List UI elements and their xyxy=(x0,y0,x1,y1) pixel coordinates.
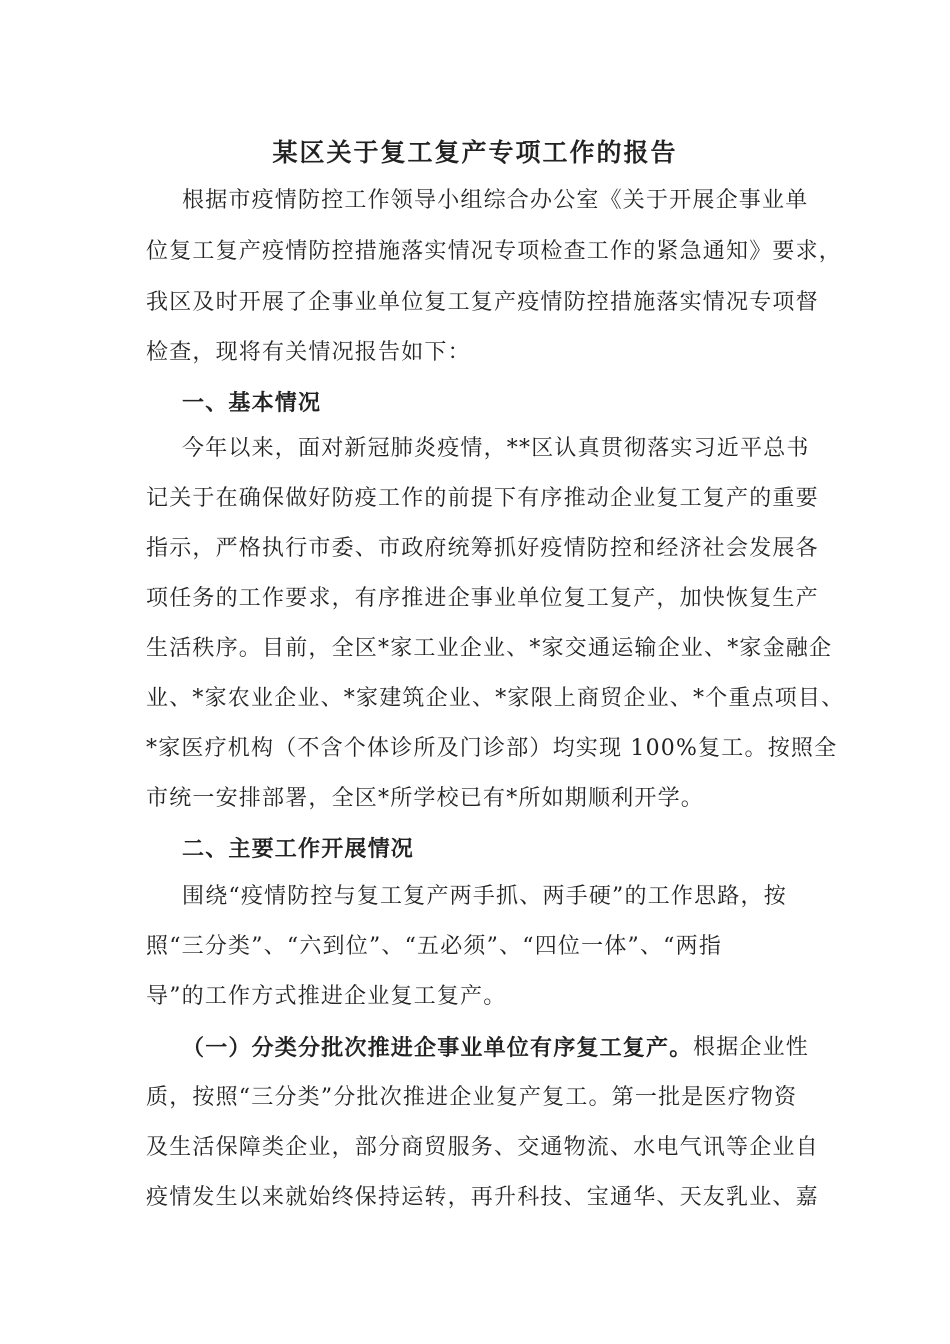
section-heading: 一、基本情况 xyxy=(182,390,322,416)
paragraph-line: 导”的工作方式推进企业复工复产。 xyxy=(146,984,507,1009)
paragraph-line: 围绕“疫情防控与复工复产两手抓、两手硬”的工作思路，按 xyxy=(182,884,787,909)
paragraph-line: 位复工复产疫情防控措施落实情况专项检查工作的紧急通知》要求， xyxy=(146,239,843,264)
document-title: 某区关于复工复产专项工作的报告 xyxy=(272,138,678,167)
paragraph-line: 质，按照“三分类”分批次推进企业复产复工。第一批是医疗物资 xyxy=(146,1085,798,1110)
paragraph-line: 今年以来，面对新冠肺炎疫情，**区认真贯彻落实习近平总书 xyxy=(182,436,810,461)
paragraph-line: 生活秩序。目前，全区*家工业企业、*家交通运输企业、*家金融企 xyxy=(146,636,833,661)
paragraph-line: 市统一安排部署，全区*所学校已有*所如期顺利开学。 xyxy=(146,786,705,811)
paragraph-line: 项任务的工作要求，有序推进企事业单位复工复产，加快恢复生产 xyxy=(146,586,819,611)
paragraph-line: 根据企业性 xyxy=(693,1035,810,1060)
subsection-heading: （一）分类分批次推进企事业单位有序复工复产。 xyxy=(182,1035,693,1061)
paragraph-line: 及生活保障类企业，部分商贸服务、交通物流、水电气讯等企业自 xyxy=(146,1135,819,1160)
paragraph-line: 指示，严格执行市委、市政府统筹抓好疫情防控和经济社会发展各 xyxy=(146,536,819,561)
section-heading: 二、主要工作开展情况 xyxy=(182,836,415,862)
paragraph-line: 检查，现将有关情况报告如下： xyxy=(146,340,471,365)
paragraph-line: 业、*家农业企业、*家建筑企业、*家限上商贸企业、*个重点项目、 xyxy=(146,686,845,711)
paragraph-line: *家医疗机构（不含个体诊所及门诊部）均实现 100%复工。按照全 xyxy=(146,736,838,761)
paragraph-line: 根据市疫情防控工作领导小组综合办公室《关于开展企事业单 xyxy=(182,188,809,213)
paragraph-line: 照“三分类”、“六到位”、“五必须”、“四位一体”、“两指 xyxy=(146,934,723,959)
paragraph-line: 记关于在确保做好防疫工作的前提下有序推动企业复工复产的重要 xyxy=(146,486,819,511)
paragraph-line: 我区及时开展了企事业单位复工复产疫情防控措施落实情况专项督 xyxy=(146,290,819,315)
paragraph-line: 疫情发生以来就始终保持运转，再升科技、宝通华、天友乳业、嘉 xyxy=(146,1185,819,1210)
